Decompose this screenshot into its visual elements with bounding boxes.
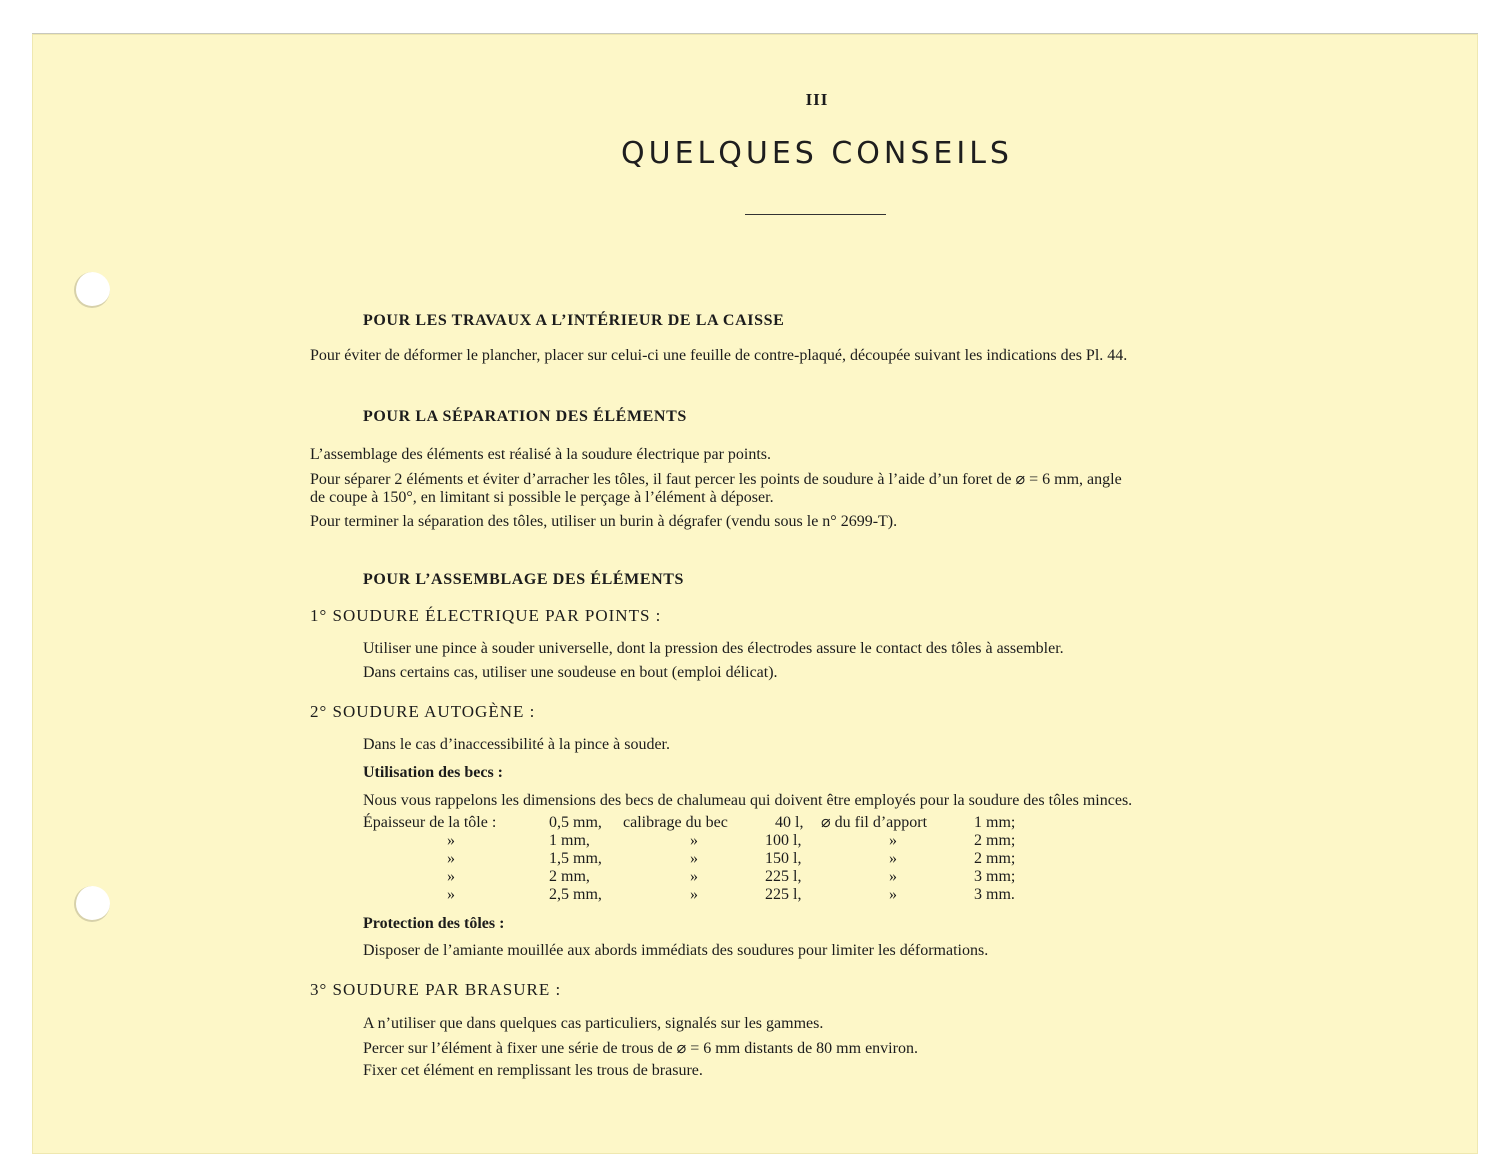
heading-assemblage: POUR L’ASSEMBLAGE DES ÉLÉMENTS — [363, 571, 685, 588]
page-content — [32, 34, 1478, 1154]
cell-ditto: » — [690, 868, 698, 885]
subheading-autogene: 2° SOUDURE AUTOGÈNE : — [310, 702, 536, 721]
label-utilisation-becs: Utilisation des becs : — [363, 764, 503, 781]
cell-ditto: » — [889, 850, 897, 867]
cell-calibrage: 225 l, — [765, 886, 802, 903]
cell-epaisseur: 2,5 mm, — [549, 886, 602, 903]
brasure-paragraph-3: Fixer cet élément en remplissant les trous de brasure. — [363, 1062, 703, 1079]
text-interieur: Pour éviter de déformer le plancher, placer sur celui-ci une feuille de contre-plaqué, découpée suivant les indications des Pl. 44. — [310, 347, 1128, 364]
cell-fil: 3 mm; — [974, 868, 1016, 885]
page-number: III — [805, 90, 829, 109]
cell-fil: 2 mm; — [974, 832, 1016, 849]
cell-ditto: » — [690, 850, 698, 867]
cell-calibrage: 150 l, — [765, 850, 802, 867]
becs-paragraph: Nous vous rappelons les dimensions des becs de chalumeau qui doivent être employés pour la soudure des tôles minces. — [363, 792, 1133, 809]
cell-ditto: » — [690, 886, 698, 903]
separation-paragraph-2b: de coupe à 150°, en limitant si possible le perçage à l’élément à déposer. — [310, 489, 774, 506]
separation-paragraph-3: Pour terminer la séparation des tôles, utiliser un burin à dégrafer (vendu sous le n° 2699-T). — [310, 513, 898, 530]
cell-epaisseur: 0,5 mm, — [549, 814, 602, 831]
subheading-brasure: 3° SOUDURE PAR BRASURE : — [310, 980, 562, 999]
cell-epaisseur: 2 mm, — [549, 868, 590, 885]
subheading-points: 1° SOUDURE ÉLECTRIQUE PAR POINTS : — [310, 606, 662, 625]
heading-separation: POUR LA SÉPARATION DES ÉLÉMENTS — [363, 408, 687, 425]
cell-calibrage: 100 l, — [765, 832, 802, 849]
separation-paragraph-1: L’assemblage des éléments est réalisé à la soudure électrique par points. — [310, 446, 772, 463]
cell-calibrage: 40 l, — [775, 814, 804, 831]
cell-ditto: » — [447, 886, 455, 903]
cell-epaisseur: 1 mm, — [549, 832, 590, 849]
brasure-paragraph-1: A n’utiliser que dans quelques cas particuliers, signalés sur les gammes. — [363, 1015, 824, 1032]
cell-fil: 3 mm. — [974, 886, 1015, 903]
cell-ditto: » — [889, 886, 897, 903]
cell-ditto: » — [889, 832, 897, 849]
cell-calibrage-label: calibrage du bec — [623, 814, 728, 831]
cell-calibrage: 225 l, — [765, 868, 802, 885]
page-title: QUELQUES CONSEILS — [621, 136, 1013, 171]
title-rule — [745, 214, 886, 215]
separation-paragraph-2a: Pour séparer 2 éléments et éviter d’arracher les tôles, il faut percer les points de soudure à l’aide d’un foret de ⌀ = 6 mm, angle — [310, 471, 1122, 488]
cell-epaisseur-label: Épaisseur de la tôle : — [363, 814, 497, 831]
points-paragraph-2: Dans certains cas, utiliser une soudeuse en bout (emploi délicat). — [363, 664, 778, 681]
cell-fil: 1 mm; — [974, 814, 1016, 831]
brasure-paragraph-2: Percer sur l’élément à fixer une série de trous de ⌀ = 6 mm distants de 80 mm environ. — [363, 1040, 918, 1057]
cell-ditto: » — [889, 868, 897, 885]
autogene-paragraph-1: Dans le cas d’inaccessibilité à la pince à souder. — [363, 736, 670, 753]
heading-interieur: POUR LES TRAVAUX A L’INTÉRIEUR DE LA CAISSE — [363, 312, 785, 329]
cell-epaisseur: 1,5 mm, — [549, 850, 602, 867]
protection-paragraph: Disposer de l’amiante mouillée aux abords immédiats des soudures pour limiter les déformations. — [363, 942, 989, 959]
document-sheet — [32, 33, 1478, 1154]
cell-fil: 2 mm; — [974, 850, 1016, 867]
points-paragraph-1: Utiliser une pince à souder universelle, dont la pression des électrodes assure le contact des tôles à assembler. — [363, 640, 1064, 657]
cell-ditto: » — [447, 850, 455, 867]
cell-ditto: » — [447, 832, 455, 849]
cell-ditto: » — [447, 868, 455, 885]
label-protection-toles: Protection des tôles : — [363, 915, 505, 932]
cell-ditto: » — [690, 832, 698, 849]
cell-fil-label: ⌀ du fil d’apport — [821, 814, 928, 831]
